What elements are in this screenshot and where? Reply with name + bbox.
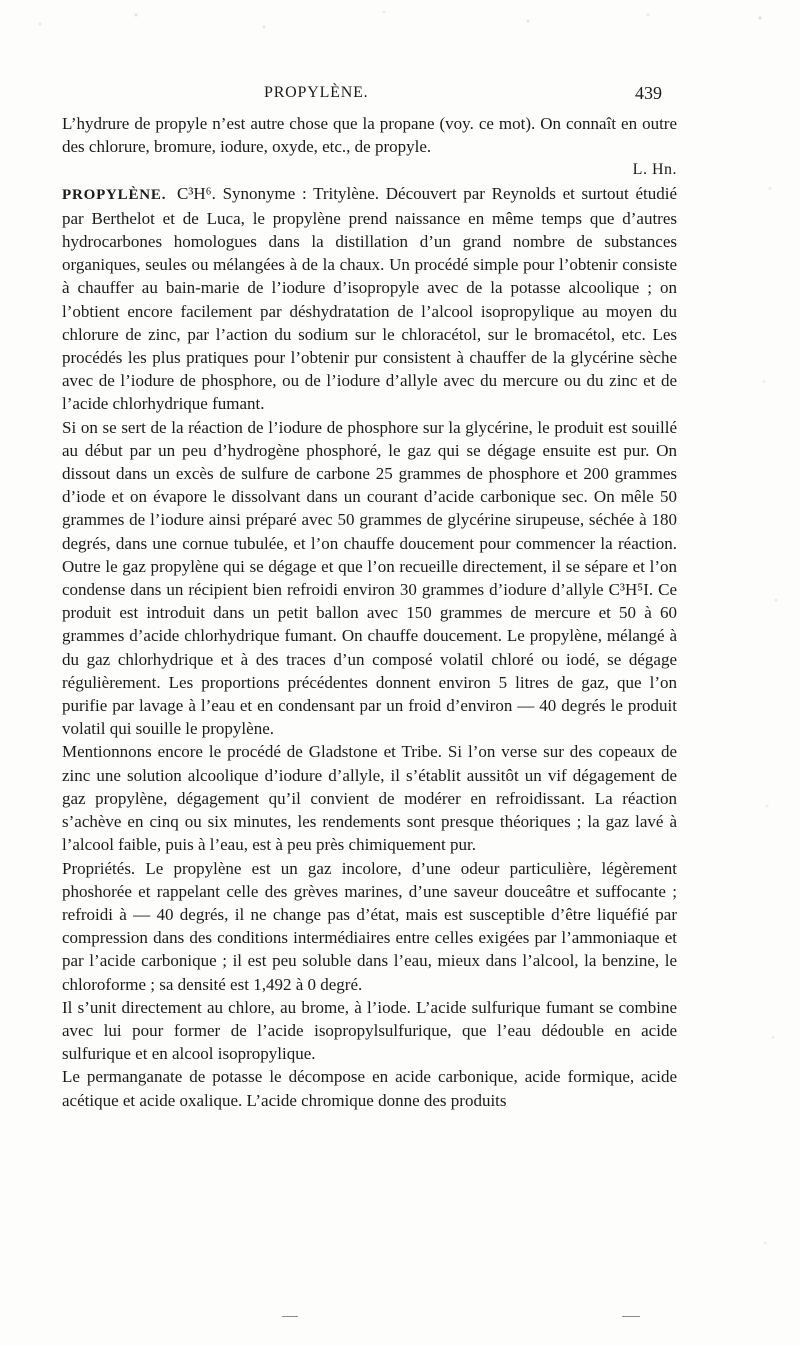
preceding-entry-text: L’hydrure de propyle n’est autre chose que la propane (voy. ce mot). On connaît en outre des chlorure, bromure, iodure, oxyde, etc., de propyle.	[62, 114, 677, 157]
scan-noise-right	[740, 60, 800, 1346]
page-number: 439	[635, 83, 662, 103]
entry-paragraph-1-text: Synonyme : Tritylène. Découvert par Reynolds et surtout étudié par Berthelot et de Luca, le propylène prend naissance en même temps que d’autres hydrocarbones homologues dans la distillation d’un grand nombre de substances organiques, seules ou mélangées à de la chaux. Un procédé simple pour l’obtenir consiste à chauffer au bain-marie de l’iodure d’isopropyle avec de la potasse alcoolique ; on l’obtient encore facilement par déshydratation de l’alcool isopropylique au moyen du chlorure de zinc, par l’action du sodium sur le chloracétol, sur le bromacétol, etc. Les procédés les plus pratiques pour l’obtenir pur consistent à chauffer de la glycérine sèche avec de l’iodure de phosphore, ou de l’iodure d’allyle avec du mercure ou du zinc et de l’acide chlorhydrique fumant.	[62, 183, 678, 414]
entry-paragraph-4: Propriétés. Le propylène est un gaz incolore, d’une odeur particulière, légèrement phoshorée et rappelant celle des grèves marines, d’une saveur douceâtre et suffocante ; refroidi à — 40 degrés, il ne change pas d’état, mais est susceptible d’être liquéfié par compression dans des conditions intermédiaires entre celles exigées par l’ammoniaque et par l’acide carbonique ; il est peu soluble dans l’eau, mieux dans l’alcool, la benzine, le chloroforme ; sa densité est 1,492 à 0 degré.	[62, 858, 677, 994]
bottom-scan-marks	[282, 1316, 662, 1326]
entry-headword: PROPYLÈNE.	[62, 186, 167, 203]
entry-paragraph-6: Le permanganate de potasse le décompose en acide carbonique, acide formique, acide acétique et acide oxalique. L’acide chromique donne des produits	[62, 1067, 677, 1110]
entry-paragraph-5: Il s’unit directement au chlore, au brome, à l’iode. L’acide sulfurique fumant se combine avec lui pour former de l’acide isopropylsulfurique, que l’eau dédouble en acide sulfurique et en alcool isopropylique.	[62, 997, 677, 1064]
entry-paragraph-1	[62, 182, 677, 416]
entry-paragraph-3: Mentionnons encore le procédé de Gladstone et Tribe. Si l’on verse sur des copeaux de zinc une solution alcoolique d’iodure d’allyle, il s’établit aussitôt un vif dégagement de gaz propylène, dégagement qu’il convient de modérer en refroidissant. La réaction s’achève en cinq ou six minutes, les rendements sont presque théoriques ; la gaz lavé à l’alcool faible, puis à l’eau, est à peu près chimiquement pur.	[62, 742, 677, 855]
page-body	[62, 112, 677, 1112]
preceding-entry-signature: L. Hn.	[632, 161, 677, 179]
bottom-mark-left	[282, 1316, 298, 1317]
running-head: PROPYLÈNE.	[264, 84, 369, 101]
entry-formula: C³H⁶.	[176, 183, 216, 203]
page-header	[62, 84, 662, 108]
entry-paragraph-2: Si on se sert de la réaction de l’iodure de phosphore sur la glycérine, le produit est souillé au début par un peu d’hydrogène phosphoré, le gaz qui se dégage ensuite est pur. On dissout dans un excès de sulfure de carbone 25 grammes de phosphore et 200 grammes d’iode et on évapore le dissolvant dans un courant d’acide carbonique sec. On mêle 50 grammes de l’iodure ainsi préparé avec 50 grammes de glycérine sirupeuse, séchée à 180 degrés, dans une cornue tubulée, et l’on chauffe doucement pour commencer la réaction. Outre le gaz propylène qui se dégage et que l’on recueille directement, il se sépare et l’on condense dans un récipient bien refroidi environ 30 grammes d’iodure d’allyle C³H⁵I. Ce produit est introduit dans un petit ballon avec 150 grammes de mercure et 50 à 60 grammes d’acide chlorhydrique fumant. On chauffe doucement. Le propylène, mélangé à du gaz chlorhydrique et à des traces d’un composé volatil chloré ou iodé, se dégage régulièrement. Les proportions précédentes donnent environ 5 litres de gaz, que l’on purifie par lavage à l’eau et en condensant par un froid d’environ — 40 degrés le produit volatil qui souille le propylène.	[62, 417, 677, 739]
scan-noise-top	[0, 0, 800, 60]
bottom-mark-right	[622, 1316, 640, 1317]
